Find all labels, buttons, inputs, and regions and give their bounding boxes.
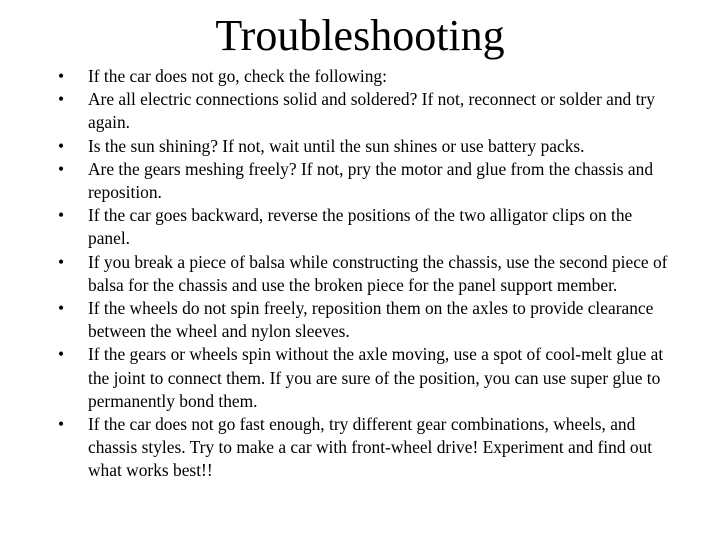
list-item: [58, 413, 668, 483]
bullet-icon: •: [58, 251, 65, 272]
list-item-text: Are all electric connections solid and soldered? If not, reconnect or solder and try again.: [88, 89, 655, 133]
list-item-text: If the car does not go, check the following:: [88, 66, 387, 86]
bullet-icon: •: [58, 298, 65, 319]
list-item: [58, 135, 668, 158]
list-item-text: Is the sun shining? If not, wait until the sun shines or use battery packs.: [88, 135, 585, 156]
list-item-text: If the wheels do not spin freely, reposition them on the axles to provide clearance between the wheel and nylon sleeves.: [88, 298, 654, 342]
list-item-text: If the gears or wheels spin without the axle moving, use a spot of cool-melt glue at the joint to connect them. If you are sure of the position, you can use super glue to permanently bond them.: [88, 344, 664, 411]
list-item: [58, 158, 668, 204]
list-item: [58, 88, 668, 134]
bullet-icon: •: [58, 205, 65, 226]
list-item: [58, 204, 668, 250]
bullet-icon: •: [58, 414, 65, 435]
list-item: [58, 251, 668, 297]
list-item: [58, 65, 668, 88]
bullet-list: [58, 65, 668, 483]
bullet-icon: •: [58, 344, 65, 365]
bullet-icon: •: [58, 89, 65, 110]
list-item-text: If the car goes backward, reverse the positions of the two alligator clips on the panel.: [88, 205, 633, 249]
list-item-text: If the car does not go fast enough, try different gear combinations, wheels, and chassis styles. Try to make a car with front-wheel drive! Experiment and find out what works best!!: [88, 414, 653, 481]
list-item-text: Are the gears meshing freely? If not, pry the motor and glue from the chassis and reposition.: [88, 158, 654, 203]
bullet-icon: •: [58, 135, 65, 156]
list-item: [58, 343, 668, 413]
list-item-text: If you break a piece of balsa while constructing the chassis, use the second piece of balsa for the chassis and use the broken piece for the panel support member.: [88, 251, 668, 295]
bullet-icon: •: [58, 158, 65, 179]
list-item: [58, 297, 668, 343]
slide-title: Troubleshooting: [215, 11, 505, 60]
bullet-icon: •: [58, 66, 65, 86]
